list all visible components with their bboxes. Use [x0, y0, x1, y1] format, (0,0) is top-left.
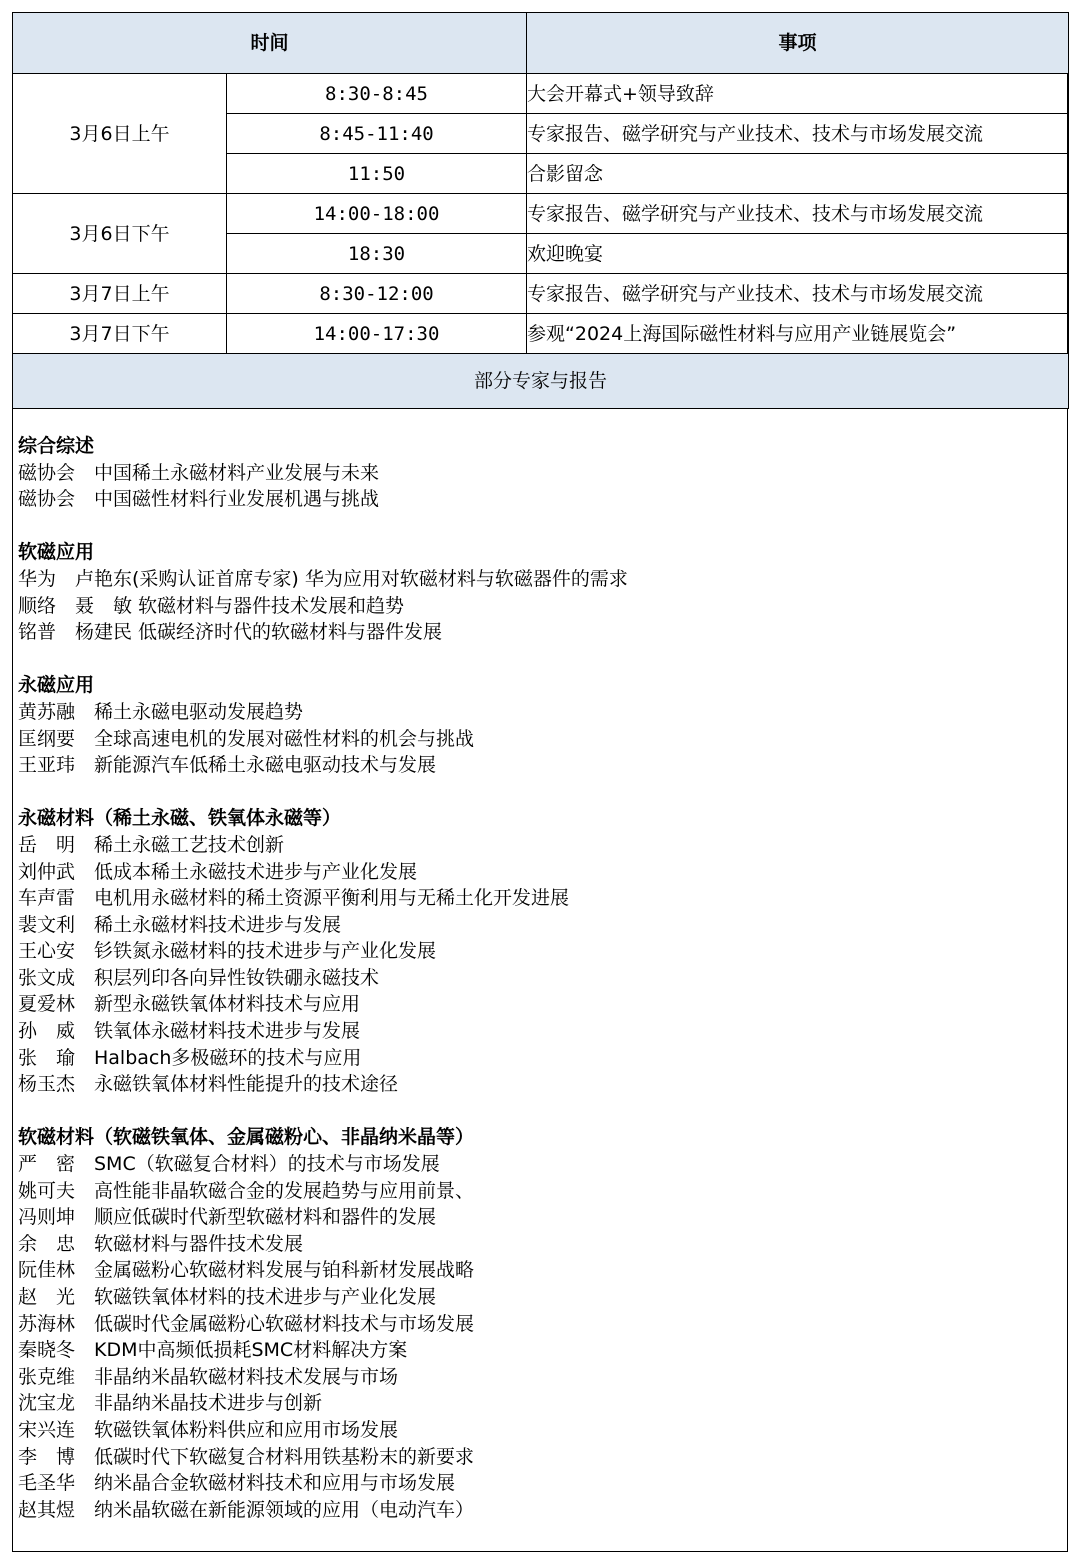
table-row	[13, 274, 1069, 314]
table-row	[13, 194, 1069, 234]
table-header-row	[13, 13, 1069, 74]
header-item: 事项	[527, 13, 1069, 74]
item-cell: 专家报告、磁学研究与产业技术、技术与市场发展交流	[527, 274, 1069, 314]
time-cell: 8:30-8:45	[227, 74, 527, 114]
time-cell: 8:45-11:40	[227, 114, 527, 154]
list-item: 刘仲武 低成本稀土永磁技术进步与产业化发展	[18, 860, 418, 883]
section-soft-magnetic-materials	[18, 1124, 1058, 1523]
list-item: 华为 卢艳东(采购认证首席专家) 华为应用对软磁材料与软磁器件的需求	[18, 567, 628, 590]
item-cell: 参观“2024上海国际磁性材料与应用产业链展览会”	[527, 314, 1069, 354]
list-item: 沈宝龙 非晶纳米晶技术进步与创新	[18, 1392, 323, 1415]
list-item: 严 密 SMC（软磁复合材料）的技术与市场发展	[18, 1153, 440, 1176]
item-cell: 专家报告、磁学研究与产业技术、技术与市场发展交流	[527, 194, 1069, 234]
list-item: 车声雷 电机用永磁材料的稀土资源平衡利用与无稀土化开发进展	[18, 887, 570, 910]
list-item: 张 瑜 Halbach多极磁环的技术与应用	[18, 1046, 362, 1069]
list-item: 王亚玮 新能源汽车低稀土永磁电驱动技术与发展	[18, 754, 437, 777]
item-cell: 大会开幕式+领导致辞	[527, 74, 1069, 114]
time-cell: 14:00-18:00	[227, 194, 527, 234]
section-title: 软磁应用	[18, 541, 95, 564]
list-item: 裴文利 稀土永磁材料技术进步与发展	[18, 913, 342, 936]
table-row	[13, 74, 1069, 114]
list-item: 阮佳林 金属磁粉心软磁材料发展与铂科新材发展战略	[18, 1259, 475, 1282]
item-cell: 欢迎晚宴	[527, 234, 1069, 274]
list-item: 岳 明 稀土永磁工艺技术创新	[18, 833, 285, 856]
list-item: 张文成 积层列印各向异性钕铁硼永磁技术	[18, 966, 380, 989]
section-permanent-magnet-materials	[18, 805, 1058, 1098]
section-title: 永磁应用	[18, 674, 95, 697]
list-item: 铭普 杨建民 低碳经济时代的软磁材料与器件发展	[18, 621, 443, 644]
time-cell: 8:30-12:00	[227, 274, 527, 314]
list-item: 苏海林 低碳时代金属磁粉心软磁材料技术与市场发展	[18, 1312, 475, 1335]
experts-list	[18, 433, 1058, 1550]
list-item: 黄苏融 稀土永磁电驱动发展趋势	[18, 700, 304, 723]
experts-banner: 部分专家与报告	[13, 354, 1069, 409]
section-title: 永磁材料（稀土永磁、铁氧体永磁等）	[18, 807, 342, 830]
time-cell: 18:30	[227, 234, 527, 274]
list-item: 磁协会 中国稀土永磁材料产业发展与未来	[18, 461, 380, 484]
list-item: 夏爱林 新型永磁铁氧体材料技术与应用	[18, 993, 361, 1016]
section-overview	[18, 433, 1058, 513]
section-permanent-magnet-application	[18, 672, 1058, 778]
schedule-table	[12, 12, 1069, 409]
section-soft-magnetic-application	[18, 539, 1058, 645]
section-title: 综合综述	[18, 435, 95, 457]
list-item: 赵其煜 纳米晶软磁在新能源领域的应用（电动汽车）	[18, 1498, 475, 1521]
date-cell: 3月6日上午	[13, 74, 227, 194]
list-item: 冯则坤 顺应低碳时代新型软磁材料和器件的发展	[18, 1206, 437, 1229]
date-cell: 3月7日上午	[13, 274, 227, 314]
header-time: 时间	[13, 13, 527, 74]
list-item: 磁协会 中国磁性材料行业发展机遇与挑战	[18, 488, 380, 511]
list-item: 宋兴连 软磁铁氧体粉料供应和应用市场发展	[18, 1418, 399, 1441]
list-item: 杨玉杰 永磁铁氧体材料性能提升的技术途径	[18, 1073, 399, 1096]
list-item: 孙 威 铁氧体永磁材料技术进步与发展	[18, 1020, 361, 1043]
list-item: 秦晓冬 KDM中高频低损耗SMC材料解决方案	[18, 1339, 408, 1362]
list-item: 匡纲要 全球高速电机的发展对磁性材料的机会与挑战	[18, 727, 475, 750]
item-cell: 合影留念	[527, 154, 1069, 194]
banner-row	[13, 354, 1069, 409]
list-item: 张克维 非晶纳米晶软磁材料技术发展与市场	[18, 1365, 399, 1388]
date-cell: 3月7日下午	[13, 314, 227, 354]
time-cell: 14:00-17:30	[227, 314, 527, 354]
list-item: 姚可夫 高性能非晶软磁合金的发展趋势与应用前景、	[18, 1179, 475, 1202]
date-cell: 3月6日下午	[13, 194, 227, 274]
list-item: 顺络 聂 敏 软磁材料与器件技术发展和趋势	[18, 594, 405, 617]
list-item: 余 忠 软磁材料与器件技术发展	[18, 1232, 304, 1255]
time-cell: 11:50	[227, 154, 527, 194]
list-item: 李 博 低碳时代下软磁复合材料用铁基粉末的新要求	[18, 1445, 475, 1468]
list-item: 赵 光 软磁铁氧体材料的技术进步与产业化发展	[18, 1286, 437, 1308]
item-cell: 专家报告、磁学研究与产业技术、技术与市场发展交流	[527, 114, 1069, 154]
section-title: 软磁材料（软磁铁氧体、金属磁粉心、非晶纳米晶等）	[18, 1126, 475, 1149]
list-item: 王心安 钐铁氮永磁材料的技术进步与产业化发展	[18, 940, 437, 963]
table-row	[13, 314, 1069, 354]
list-item: 毛圣华 纳米晶合金软磁材料技术和应用与市场发展	[18, 1472, 456, 1495]
